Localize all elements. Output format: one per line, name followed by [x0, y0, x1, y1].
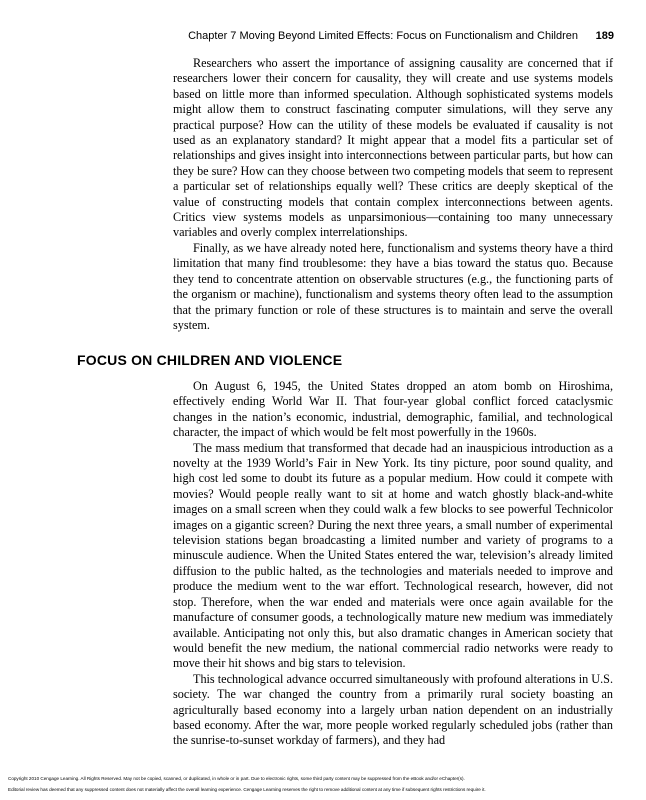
copyright-notice: Copyright 2010 Cengage Learning. All Rights Reserved. May not be copied, scanned, or duplicated, in whole or in part. Due to electronic rights, some third party content may be suppressed from the eBook and/or eChapter(s).	[8, 776, 465, 781]
section-heading: FOCUS ON CHILDREN AND VIOLENCE	[77, 352, 343, 368]
page-number: 189	[595, 30, 614, 42]
editorial-notice: Editorial review has deemed that any suppressed content does not materially affect the overall learning experience. Cengage Learning reserves the right to remove additional content at any time if subsequent rights restrictions require it.	[8, 787, 486, 792]
section-text-block	[173, 379, 613, 749]
running-header	[170, 30, 614, 46]
paragraph: Finally, as we have already noted here, functionalism and systems theory have a third limitation that many find troublesome: they have a bias toward the status quo. Because they tend to concentrate attention on observable structures (e.g., the functioning parts of the organism or machine), functionalism and systems theory often lead to the assumption that the primary function or role of these structures is to maintain and serve the overall system.	[173, 240, 613, 332]
paragraph: On August 6, 1945, the United States dropped an atom bomb on Hiroshima, effectively ending World War II. That four-year global conflict forced cataclysmic changes in the nation’s economic, industrial, demographic, familial, and technological character, the impact of which would be felt most powerfully in the 1960s.	[173, 379, 613, 440]
chapter-title: Chapter 7 Moving Beyond Limited Effects: Focus on Functionalism and Children	[188, 30, 578, 42]
intro-text-block	[173, 56, 613, 333]
paragraph: The mass medium that transformed that decade had an inauspicious introduction as a novelty at the 1939 World’s Fair in New York. Its tiny picture, poor sound quality, and high cost led some to doubt its future as a popular medium. How could it compete with movies? Would people really want to sit at home and watch ghostly black-and-white images on a small screen when they could walk a few blocks to see powerful Technicolor images on a gigantic screen? During the next three years, a small number of experimental television stations began broadcasting a limited number and variety of programs to a minuscule audience. When the United States entered the war, television’s already limited diffusion to the public halted, as the technologies and materials needed to improve and produce the medium went to the war effort. Technological research, however, did not stop. Therefore, when the war ended and materials were once again available for the manufacture of consumer goods, a technologically mature new medium was immediately available. Anticipating not only this, but also dramatic changes in American society that would benefit the new medium, the national commercial radio networks were ready to move their hit shows and big stars to television.	[173, 440, 613, 671]
paragraph: Researchers who assert the importance of assigning causality are concerned that if researchers lower their concern for causality, they will create and use systems models based on little more than informed speculation. Although sophisticated systems models might allow them to construct fascinating computer simulations, will they serve any practical purpose? How can the utility of these models be evaluated if causality is not used as an explanatory standard? It might appear that a model fits a particular set of relationships and gives insight into interconnections between particular parts, but how can they be sure? How can they choose between two competing models that seem to represent a particular set of relationships equally well? These critics are deeply skeptical of the value of constructing models that contain complex interconnections between agents. Critics view systems models as unparsimonious—containing too many unnecessary variables and overly complex interrelationships.	[173, 56, 613, 240]
paragraph: This technological advance occurred simultaneously with profound alterations in U.S. society. The war changed the country from a primarily rural society boasting an agriculturally based economy into a largely urban nation dependent on an industrially based economy. After the war, more people worked regularly scheduled jobs (rather than the sunrise-to-sunset workday of farmers), and they had	[173, 671, 613, 748]
